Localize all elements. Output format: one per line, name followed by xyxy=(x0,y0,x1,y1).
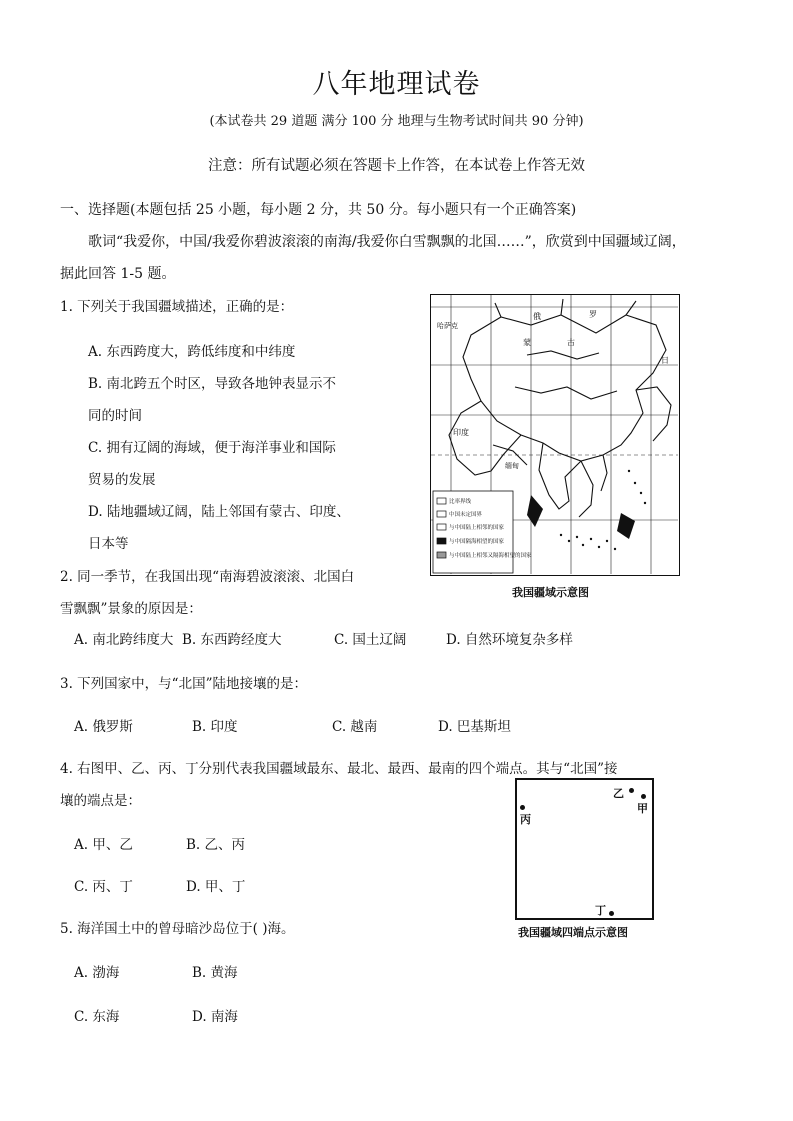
q1-option-c-cont: 贸易的发展 xyxy=(88,472,156,488)
map-label-east: 日 xyxy=(661,356,669,365)
q3-option-a: A. 俄罗斯 xyxy=(74,719,133,735)
map-label-russia-1: 俄 xyxy=(533,312,541,321)
q4-stem: 4. 右图甲、乙、丙、丁分别代表我国疆域最东、最北、最西、最南的四个端点。其与“北国”接 xyxy=(60,761,618,777)
q3-option-d: D. 巴基斯坦 xyxy=(438,719,511,735)
q2-option-a: A. 南北跨纬度大 xyxy=(74,632,174,648)
map-label-india: 印度 xyxy=(453,428,469,437)
q5-option-a: A. 渤海 xyxy=(74,965,120,981)
q1-option-a: A. 东西跨度大，跨低纬度和中纬度 xyxy=(88,344,296,360)
point-jia-label: 甲 xyxy=(637,802,648,815)
q1-option-d-cont: 日本等 xyxy=(88,536,129,552)
map-label-burma: 缅甸 xyxy=(505,462,519,470)
q4-option-a: A. 甲、乙 xyxy=(74,837,133,853)
q3-option-c: C. 越南 xyxy=(332,719,378,735)
section-heading: 一、选择题(本题包括 25 小题，每小题 2 分，共 50 分。每小题只有一个正确答案) xyxy=(60,202,577,218)
q5-option-d: D. 南海 xyxy=(192,1009,238,1025)
map-label-mongolia-1: 蒙 xyxy=(523,338,531,347)
q4-stem-cont: 壤的端点是： xyxy=(60,793,141,809)
intro-text-cont: 据此回答 1-5 题。 xyxy=(60,266,176,282)
page-title: 八年地理试卷 xyxy=(312,69,481,100)
intro-text: 歌词“我爱你，中国/我爱你碧波滚滚的南海/我爱你白雪飘飘的北国……”，欣赏到中国疆域辽阔， xyxy=(88,234,686,250)
q2-option-d: D. 自然环境复杂多样 xyxy=(446,632,573,648)
q4-option-d: D. 甲、丁 xyxy=(186,879,246,895)
q1-stem: 1. 下列关于我国疆域描述，正确的是： xyxy=(60,299,294,315)
exam-notice: 注意：所有试题必须在答题卡上作答，在本试卷上作答无效 xyxy=(208,158,585,174)
point-yi-marker xyxy=(629,788,634,793)
point-ding-marker xyxy=(609,911,614,916)
q4-option-c: C. 丙、丁 xyxy=(74,879,133,895)
map-legend-2: 中国未定国界 xyxy=(449,512,483,518)
map-legend-3: 与中国陆上相邻的国家 xyxy=(449,525,505,531)
point-ding-label: 丁 xyxy=(595,904,606,917)
map-caption: 我国疆域示意图 xyxy=(512,586,589,599)
q1-option-c: C. 拥有辽阔的海域，便于海洋事业和国际 xyxy=(88,440,336,456)
map-legend-4: 与中国隔海相望的国家 xyxy=(449,539,505,545)
exam-info: (本试卷共 29 道题 满分 100 分 地理与生物考试时间共 90 分钟) xyxy=(209,114,584,129)
point-yi-label: 乙 xyxy=(613,787,624,800)
map-legend-1: 比率界线 xyxy=(449,499,472,505)
map-label-russia-2: 罗 xyxy=(589,310,597,319)
point-bing-marker xyxy=(520,805,525,810)
q1-option-b: B. 南北跨五个时区，导致各地钟表显示不 xyxy=(88,376,337,392)
china-territory-map xyxy=(430,294,680,576)
q3-option-b: B. 印度 xyxy=(192,719,238,735)
q5-option-c: C. 东海 xyxy=(74,1009,120,1025)
map-label-mongolia-2: 古 xyxy=(567,338,575,347)
q5-option-b: B. 黄海 xyxy=(192,965,238,981)
point-bing-label: 丙 xyxy=(520,813,531,826)
q1-option-d: D. 陆地疆域辽阔，陆上邻国有蒙古、印度、 xyxy=(88,504,350,520)
q4-option-b: B. 乙、丙 xyxy=(186,837,246,853)
point-jia-marker xyxy=(641,794,646,799)
extreme-points-caption: 我国疆域四端点示意图 xyxy=(518,926,628,939)
q1-option-b-cont: 同的时间 xyxy=(88,408,142,424)
q2-stem: 2. 同一季节，在我国出现“南海碧波滚滚、北国白 xyxy=(60,569,355,585)
q2-stem-cont: 雪飘飘”景象的原因是： xyxy=(60,601,202,617)
q2-option-b: B. 东西跨经度大 xyxy=(182,632,282,648)
map-legend-5: 与中国陆上相邻又隔海相望的国家 xyxy=(449,553,532,559)
extreme-points-diagram xyxy=(515,778,654,920)
q3-stem: 3. 下列国家中，与“北国”陆地接壤的是： xyxy=(60,676,307,692)
map-label-kazakh: 哈萨克 xyxy=(437,322,458,330)
q2-option-c: C. 国土辽阔 xyxy=(334,632,407,648)
q5-stem: 5. 海洋国土中的曾母暗沙岛位于( )海。 xyxy=(60,921,295,937)
